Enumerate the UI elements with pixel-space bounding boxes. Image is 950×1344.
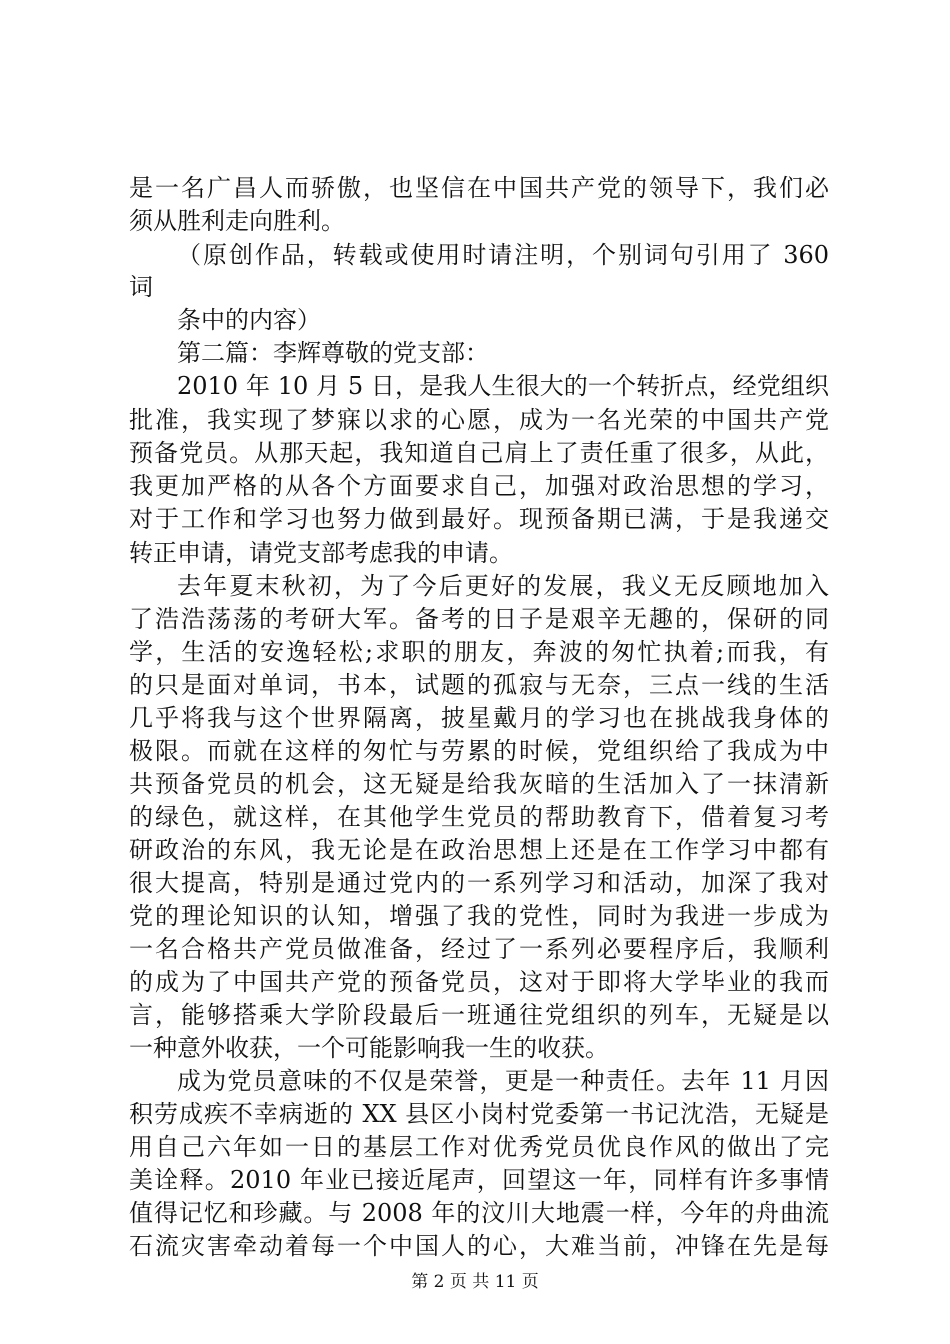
text-line: 预备党员。从那天起，我知道自己肩上了责任重了很多，从此， <box>129 439 829 467</box>
text-line: 共预备党员的机会，这无疑是给我灰暗的生活加入了一抹清新 <box>129 770 829 798</box>
text-line: 研政治的东风，我无论是在政治思想上还是在工作学习中都有 <box>129 836 829 864</box>
text-line: 学，生活的安逸轻松;求职的朋友，奔波的匆忙执着;而我，有 <box>129 638 829 666</box>
text-line: 石流灾害牵动着每一个中国人的心，大难当前，冲锋在先是每 <box>129 1232 829 1260</box>
text-line: 一名合格共产党员做准备，经过了一系列必要程序后，我顺利 <box>129 935 829 963</box>
text-line: 党的理论知识的认知，增强了我的党性，同时为我进一步成为 <box>129 902 829 930</box>
text-line: 去年夏末秋初，为了今后更好的发展，我义无反顾地加入 <box>177 572 829 600</box>
text-line: 积劳成疾不幸病逝的 XX 县区小岗村党委第一书记沈浩，无疑是 <box>129 1100 829 1128</box>
text-line: 条中的内容） <box>177 306 321 334</box>
text-line: 的只是面对单词，书本，试题的孤寂与无奈，三点一线的生活 <box>129 671 829 699</box>
text-line: 须从胜利走向胜利。 <box>129 207 345 235</box>
text-line: 词 <box>129 273 153 301</box>
text-line: 是一名广昌人而骄傲，也坚信在中国共产党的领导下，我们必 <box>129 174 829 202</box>
text-line: 言，能够搭乘大学阶段最后一班通往党组织的列车，无疑是以 <box>129 1001 829 1029</box>
text-line: 2010 年 10 月 5 日，是我人生很大的一个转折点，经党组织 <box>177 372 829 400</box>
text-line: 的成为了中国共产党的预备党员，这对于即将大学毕业的我而 <box>129 968 829 996</box>
page-number-footer: 第 2 页 共 11 页 <box>411 1272 539 1292</box>
text-line: 极限。而就在这样的匆忙与劳累的时候，党组织给了我成为中 <box>129 737 829 765</box>
text-line: 了浩浩荡荡的考研大军。备考的日子是艰辛无趣的，保研的同 <box>129 605 829 633</box>
text-line: 对于工作和学习也努力做到最好。现预备期已满，于是我递交 <box>129 505 829 533</box>
text-line: 转正申请，请党支部考虑我的申请。 <box>129 539 513 567</box>
text-line: 一种意外收获，一个可能影响我一生的收获。 <box>129 1034 609 1062</box>
text-line: 批准，我实现了梦寐以求的心愿，成为一名光荣的中国共产党 <box>129 406 829 434</box>
text-line: （原创作品，转载或使用时请注明，个别词句引用了 360 <box>177 241 829 269</box>
text-line: 的绿色，就这样，在其他学生党员的帮助教育下，借着复习考 <box>129 803 829 831</box>
text-line: 几乎将我与这个世界隔离，披星戴月的学习也在挑战我身体的 <box>129 704 829 732</box>
section-heading: 第二篇：李辉尊敬的党支部： <box>177 339 489 367</box>
text-line: 值得记忆和珍藏。与 2008 年的汶川大地震一样，今年的舟曲流 <box>129 1199 829 1227</box>
text-line: 成为党员意味的不仅是荣誉，更是一种责任。去年 11 月因 <box>177 1067 829 1095</box>
text-line: 很大提高，特别是通过党内的一系列学习和活动，加深了我对 <box>129 869 829 897</box>
text-line: 用自己六年如一日的基层工作对优秀党员优良作风的做出了完 <box>129 1133 829 1161</box>
text-line: 我更加严格的从各个方面要求自己，加强对政治思想的学习， <box>129 472 829 500</box>
text-line: 美诠释。2010 年业已接近尾声，回望这一年，同样有许多事情 <box>129 1166 829 1194</box>
